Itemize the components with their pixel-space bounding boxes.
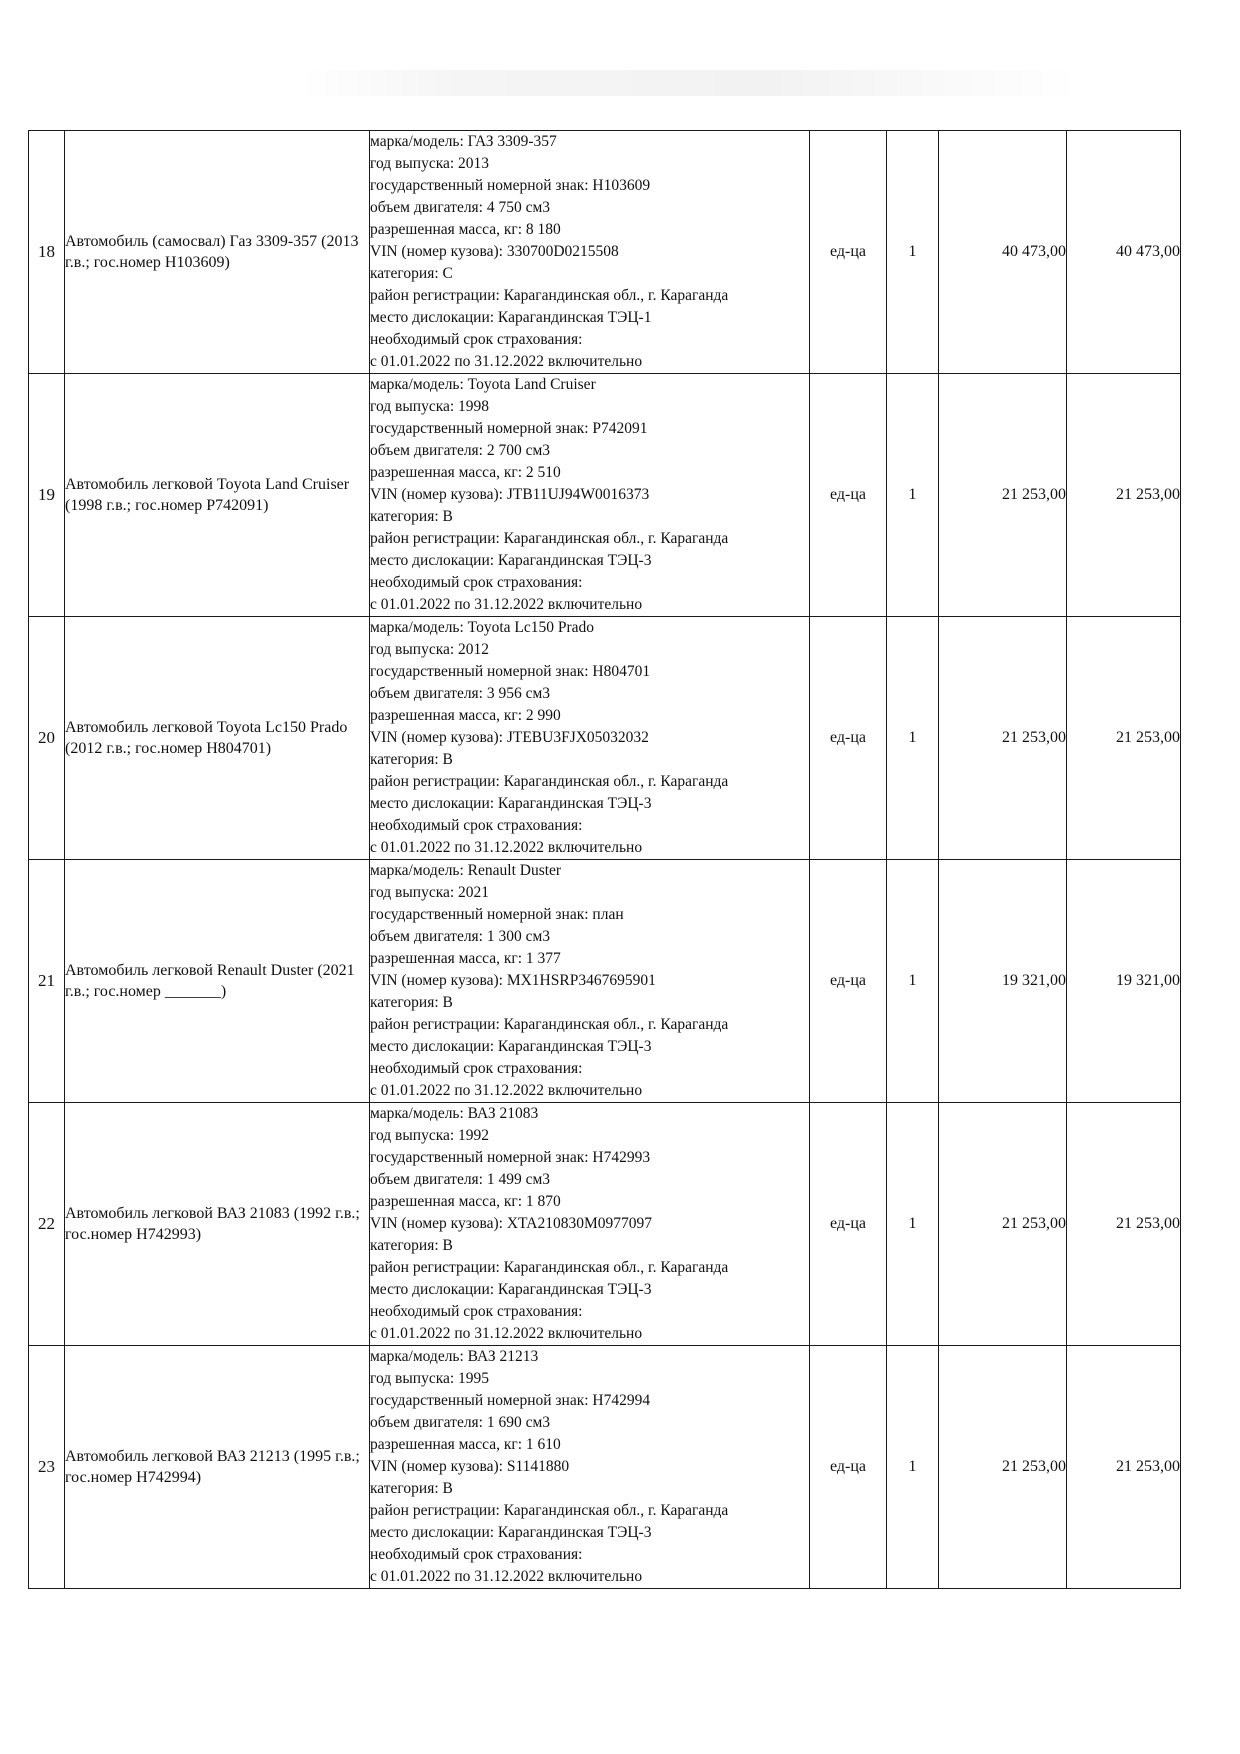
- detail-line: необходимый срок страхования:: [370, 331, 583, 348]
- detail-line: с 01.01.2022 по 31.12.2022 включительно: [370, 839, 643, 856]
- detail-line: марка/модель: Toyota Land Cruiser: [370, 376, 596, 393]
- detail-line: государственный номерной знак: план: [370, 906, 624, 923]
- unit-of-measure: ед-ца: [810, 1346, 887, 1589]
- row-number: 22: [29, 1103, 65, 1346]
- detail-line: категория: В: [370, 1237, 453, 1254]
- total-amount: 21 253,00: [1067, 374, 1181, 617]
- vehicle-details: [370, 1346, 810, 1589]
- vehicle-details: [370, 1103, 810, 1346]
- detail-line: разрешенная масса, кг: 2 990: [370, 707, 561, 724]
- total-amount: 21 253,00: [1067, 1103, 1181, 1346]
- detail-line: марка/модель: Renault Duster: [370, 862, 562, 879]
- detail-line: год выпуска: 1995: [370, 1370, 490, 1387]
- quantity: 1: [887, 374, 939, 617]
- detail-line: категория: В: [370, 994, 453, 1011]
- detail-line: год выпуска: 1992: [370, 1127, 490, 1144]
- detail-line: год выпуска: 2012: [370, 641, 490, 658]
- detail-line: государственный номерной знак: P742091: [370, 420, 648, 437]
- detail-line: место дислокации: Карагандинская ТЭЦ-3: [370, 1524, 652, 1541]
- unit-of-measure: ед-ца: [810, 374, 887, 617]
- detail-line: район регистрации: Карагандинская обл., г. Караганда: [370, 1016, 729, 1033]
- detail-line: категория: В: [370, 508, 453, 525]
- detail-line: разрешенная масса, кг: 8 180: [370, 221, 561, 238]
- detail-line: государственный номерной знак: H742993: [370, 1149, 651, 1166]
- vehicle-name: Автомобиль легковой ВАЗ 21083 (1992 г.в.; гос.номер H742993): [65, 1103, 370, 1346]
- detail-line: с 01.01.2022 по 31.12.2022 включительно: [370, 1325, 643, 1342]
- detail-line: объем двигателя: 1 300 см3: [370, 928, 551, 945]
- vehicle-details: [370, 617, 810, 860]
- unit-of-measure: ед-ца: [810, 860, 887, 1103]
- detail-line: марка/модель: ВАЗ 21083: [370, 1105, 539, 1122]
- detail-line: место дислокации: Карагандинская ТЭЦ-3: [370, 1281, 652, 1298]
- detail-line: год выпуска: 1998: [370, 398, 490, 415]
- quantity: 1: [887, 131, 939, 374]
- detail-line: место дислокации: Карагандинская ТЭЦ-3: [370, 1038, 652, 1055]
- unit-price: 21 253,00: [939, 1346, 1067, 1589]
- row-number: 20: [29, 617, 65, 860]
- unit-price: 21 253,00: [939, 374, 1067, 617]
- table-row: [29, 860, 1181, 1103]
- unit-of-measure: ед-ца: [810, 1103, 887, 1346]
- detail-line: необходимый срок страхования:: [370, 1546, 583, 1563]
- vehicles-table-body: [29, 131, 1181, 1589]
- detail-line: необходимый срок страхования:: [370, 1060, 583, 1077]
- detail-line: VIN (номер кузова): S1141880: [370, 1458, 570, 1475]
- table-row: [29, 1346, 1181, 1589]
- quantity: 1: [887, 1346, 939, 1589]
- detail-line: категория: С: [370, 265, 453, 282]
- unit-of-measure: ед-ца: [810, 131, 887, 374]
- unit-of-measure: ед-ца: [810, 617, 887, 860]
- detail-line: район регистрации: Карагандинская обл., г. Караганда: [370, 530, 729, 547]
- detail-line: объем двигателя: 3 956 см3: [370, 685, 551, 702]
- vehicle-details: [370, 374, 810, 617]
- detail-line: разрешенная масса, кг: 1 610: [370, 1436, 561, 1453]
- detail-line: район регистрации: Карагандинская обл., г. Караганда: [370, 287, 729, 304]
- detail-line: VIN (номер кузова): 330700D0215508: [370, 243, 619, 260]
- quantity: 1: [887, 1103, 939, 1346]
- detail-line: район регистрации: Карагандинская обл., г. Караганда: [370, 1502, 729, 1519]
- detail-line: район регистрации: Карагандинская обл., г. Караганда: [370, 1259, 729, 1276]
- detail-line: VIN (номер кузова): JTEBU3FJX05032032: [370, 729, 649, 746]
- detail-line: место дислокации: Карагандинская ТЭЦ-1: [370, 309, 652, 326]
- row-number: 23: [29, 1346, 65, 1589]
- detail-line: объем двигателя: 4 750 см3: [370, 199, 551, 216]
- detail-line: государственный номерной знак: H103609: [370, 177, 651, 194]
- detail-line: разрешенная масса, кг: 1 870: [370, 1193, 561, 1210]
- detail-line: необходимый срок страхования:: [370, 574, 583, 591]
- vehicle-details: [370, 131, 810, 374]
- detail-line: необходимый срок страхования:: [370, 817, 583, 834]
- row-number: 18: [29, 131, 65, 374]
- vehicle-name: Автомобиль (самосвал) Газ 3309-357 (2013 г.в.; гос.номер H103609): [65, 131, 370, 374]
- detail-line: район регистрации: Карагандинская обл., г. Караганда: [370, 773, 729, 790]
- detail-line: с 01.01.2022 по 31.12.2022 включительно: [370, 353, 643, 370]
- detail-line: марка/модель: ВАЗ 21213: [370, 1348, 539, 1365]
- unit-price: 21 253,00: [939, 617, 1067, 860]
- total-amount: 21 253,00: [1067, 617, 1181, 860]
- total-amount: 19 321,00: [1067, 860, 1181, 1103]
- detail-line: год выпуска: 2013: [370, 155, 490, 172]
- detail-line: место дислокации: Карагандинская ТЭЦ-3: [370, 795, 652, 812]
- row-number: 21: [29, 860, 65, 1103]
- detail-line: VIN (номер кузова): XTA210830M0977097: [370, 1215, 652, 1232]
- vehicle-name: Автомобиль легковой Toyota Land Cruiser (1998 г.в.; гос.номер P742091): [65, 374, 370, 617]
- vehicle-name: Автомобиль легковой ВАЗ 21213 (1995 г.в.; гос.номер H742994): [65, 1346, 370, 1589]
- vehicle-name: Автомобиль легковой Toyota Lc150 Prado (2012 г.в.; гос.номер H804701): [65, 617, 370, 860]
- detail-line: место дислокации: Карагандинская ТЭЦ-3: [370, 552, 652, 569]
- detail-line: марка/модель: ГАЗ 3309-357: [370, 133, 557, 150]
- table-row: [29, 617, 1181, 860]
- detail-line: категория: В: [370, 1480, 453, 1497]
- table-row: [29, 131, 1181, 374]
- detail-line: разрешенная масса, кг: 2 510: [370, 464, 561, 481]
- detail-line: объем двигателя: 1 690 см3: [370, 1414, 551, 1431]
- detail-line: с 01.01.2022 по 31.12.2022 включительно: [370, 1568, 643, 1585]
- unit-price: 19 321,00: [939, 860, 1067, 1103]
- detail-line: разрешенная масса, кг: 1 377: [370, 950, 561, 967]
- table-row: [29, 374, 1181, 617]
- vehicle-name: Автомобиль легковой Renault Duster (2021 г.в.; гос.номер _______): [65, 860, 370, 1103]
- detail-line: государственный номерной знак: H804701: [370, 663, 651, 680]
- unit-price: 40 473,00: [939, 131, 1067, 374]
- detail-line: с 01.01.2022 по 31.12.2022 включительно: [370, 1082, 643, 1099]
- detail-line: VIN (номер кузова): JTB11UJ94W0016373: [370, 486, 650, 503]
- quantity: 1: [887, 617, 939, 860]
- detail-line: год выпуска: 2021: [370, 884, 490, 901]
- vehicles-table: [28, 130, 1181, 1589]
- total-amount: 21 253,00: [1067, 1346, 1181, 1589]
- unit-price: 21 253,00: [939, 1103, 1067, 1346]
- scan-artifact-band: [300, 70, 1080, 96]
- detail-line: объем двигателя: 1 499 см3: [370, 1171, 551, 1188]
- detail-line: VIN (номер кузова): MX1HSRP3467695901: [370, 972, 656, 989]
- detail-line: государственный номерной знак: H742994: [370, 1392, 651, 1409]
- table-row: [29, 1103, 1181, 1346]
- quantity: 1: [887, 860, 939, 1103]
- row-number: 19: [29, 374, 65, 617]
- detail-line: категория: В: [370, 751, 453, 768]
- detail-line: объем двигателя: 2 700 см3: [370, 442, 551, 459]
- detail-line: необходимый срок страхования:: [370, 1303, 583, 1320]
- detail-line: марка/модель: Toyota Lc150 Prado: [370, 619, 595, 636]
- detail-line: с 01.01.2022 по 31.12.2022 включительно: [370, 596, 643, 613]
- total-amount: 40 473,00: [1067, 131, 1181, 374]
- vehicle-details: [370, 860, 810, 1103]
